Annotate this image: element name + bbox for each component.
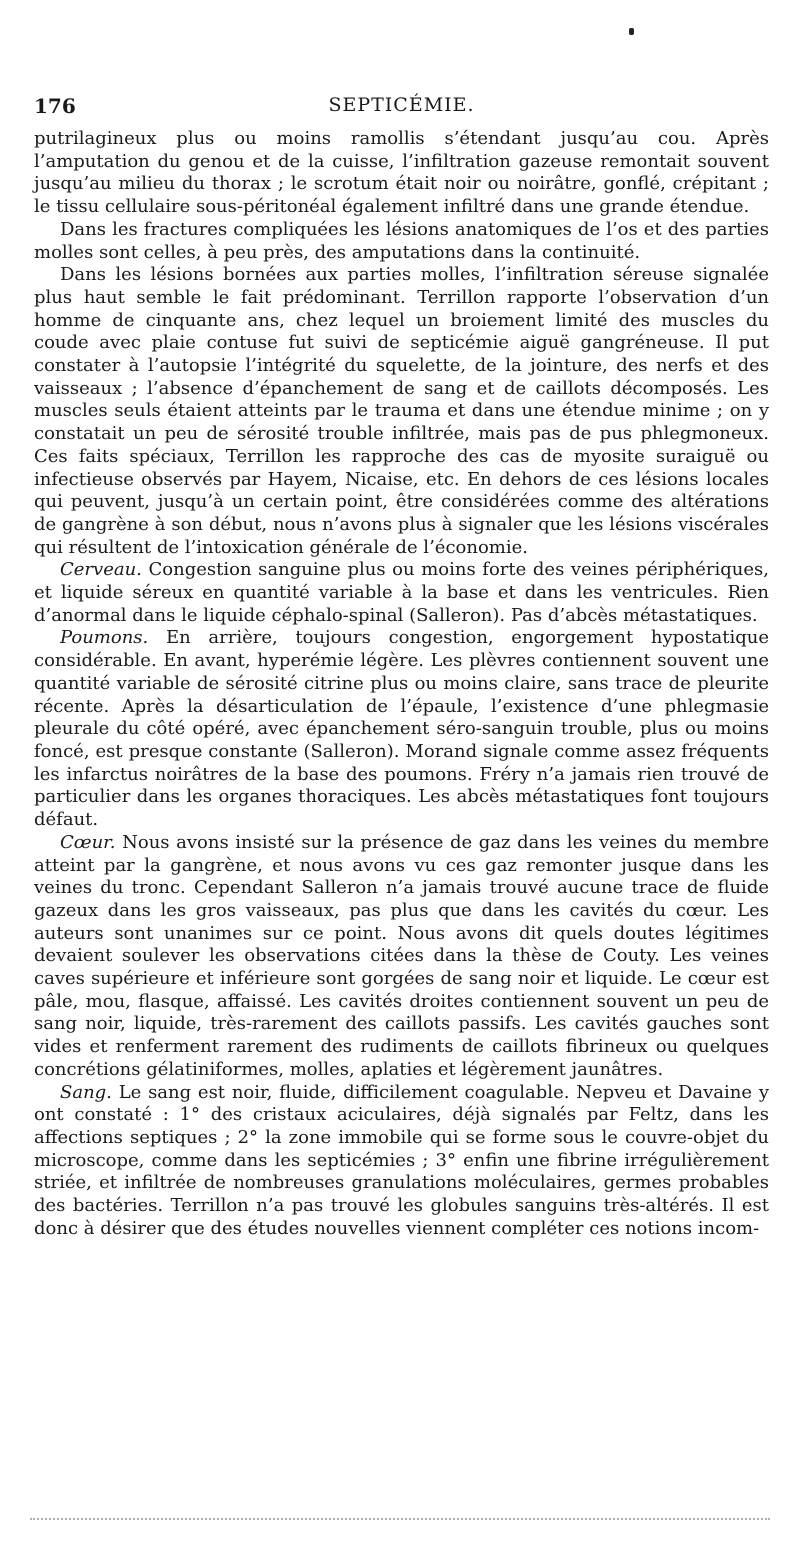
paragraph <box>34 559 769 627</box>
body-text <box>34 128 769 1240</box>
paragraph-text: Nous avons insisté sur la présence de gaz dans les veines du membre atteint par la gangrène, et nous avons vu ces gaz remonter jusque dans les veines du tronc. Cependant Salleron n’a jamais trouvé aucune trace de fluide gazeux dans les gros vaisseaux, pas plus que dans les cavités du cœur. Les auteurs sont unanimes sur ce point. Nous avons dit quels doutes légitimes devaient soulever les observations citées dans la thèse de Couty. Les veines caves supérieure et inférieure sont gorgées de sang noir et liquide. Le cœur est pâle, mou, flasque, affaissé. Les cavités droites contiennent souvent un peu de sang noir, liquide, très-rarement des caillots passifs. Les cavités gauches sont vides et renferment rarement des rudiments de caillots fibrineux ou quelques concrétions gélatiniformes, molles, aplaties et légèrement jaunâtres. <box>34 831 769 1080</box>
running-title: SEPTICÉMIE. <box>328 94 475 116</box>
paragraph-text: Congestion sanguine plus ou moins forte des veines périphériques, et liquide séreux en quantité variable à la base et dans les ventricules. Rien d’anormal dans le liquide céphalo-spinal (Salleron). Pas d’abcès métastatiques. <box>34 559 769 626</box>
paragraph <box>34 219 769 264</box>
ink-speck <box>629 28 634 35</box>
paragraph <box>34 832 769 1082</box>
page-number: 176 <box>34 94 76 118</box>
paragraph <box>34 128 769 219</box>
paragraph-text: Dans les lésions bornées aux parties molles, l’infiltration séreuse signalée plus haut semble le fait prédominant. Terrillon rapporte l’observation d’un homme de cinquante ans, chez lequel un broiement limité des muscles du coude avec plaie contuse fut suivi de septicémie aiguë gangréneuse. Il put constater à l’autopsie l’intégrité du squelette, de la jointure, des nerfs et des vaisseaux ; l’absence d’épanchement de sang et de caillots décomposés. Les muscles seuls étaient atteints par le trauma et dans une étendue minime ; on y constatait un peu de sérosité trouble infiltrée, mais pas de pus phlegmoneux. Ces faits spéciaux, Terrillon les rapproche des cas de myosite suraiguë ou infectieuse observés par Hayem, Nicaise, etc. En dehors de ces lésions locales qui peuvent, jusqu’à un certain point, être considérées comme des altérations de gangrène à son début, nous n’avons plus à signaler que les lésions viscérales qui résultent de l’intoxication générale de l’économie. <box>34 264 769 558</box>
section-title: Sang. <box>60 1081 112 1103</box>
section-title: Cerveau. <box>60 559 142 581</box>
paragraph-text: En arrière, toujours congestion, engorgement hypostatique considérable. En avant, hyperémie légère. Les plèvres contiennent souvent une quantité variable de sérosité citrine plus ou moins claire, sans trace de pleurite récente. Après la désarticulation de l’épaule, l’existence d’une phlegmasie pleurale du côté opéré, avec épanchement séro-sanguin trouble, plus ou moins foncé, est presque constante (Salleron). Morand signale comme assez fréquents les infarctus noirâtres de la base des poumons. Fréry n’a jamais rien trouvé de particulier dans les organes thoraciques. Les abcès métastatiques font toujours défaut. <box>34 627 769 831</box>
paragraph-text: Le sang est noir, fluide, difficilement coagulable. Nepveu et Davaine y ont constaté : 1° des cristaux aciculaires, déjà signalés par Feltz, dans les affections septiques ; 2° la zone immobile qui se forme sous le couvre-objet du microscope, comme dans les septicémies ; 3° enfin une fibrine irrégulièrement striée, et infiltrée de nombreuses granulations moléculaires, germes probables des bactéries. Terrillon n’a pas trouvé les globules sanguins très-altérés. Il est donc à désirer que des études nouvelles viennent compléter ces notions incom- <box>34 1081 769 1239</box>
paragraph <box>34 264 769 559</box>
running-head <box>34 94 769 120</box>
paragraph-text: Dans les fractures compliquées les lésions anatomiques de l’os et des parties molles sont celles, à peu près, des amputations dans la continuité. <box>34 218 769 263</box>
section-title: Cœur. <box>60 831 116 853</box>
paragraph <box>34 627 769 831</box>
paragraph-text: putrilagineux plus ou moins ramollis s’étendant jusqu’au cou. Après l’amputation du genou et de la cuisse, l’infiltration gazeuse remontait souvent jusqu’au milieu du thorax ; le scrotum était noir ou noirâtre, gonflé, crépitant ; le tissu cellulaire sous-péritonéal également infiltré dans une grande étendue. <box>34 128 769 218</box>
section-title: Poumons. <box>60 627 149 649</box>
faded-bottom-line <box>30 1518 770 1520</box>
paragraph <box>34 1082 769 1241</box>
